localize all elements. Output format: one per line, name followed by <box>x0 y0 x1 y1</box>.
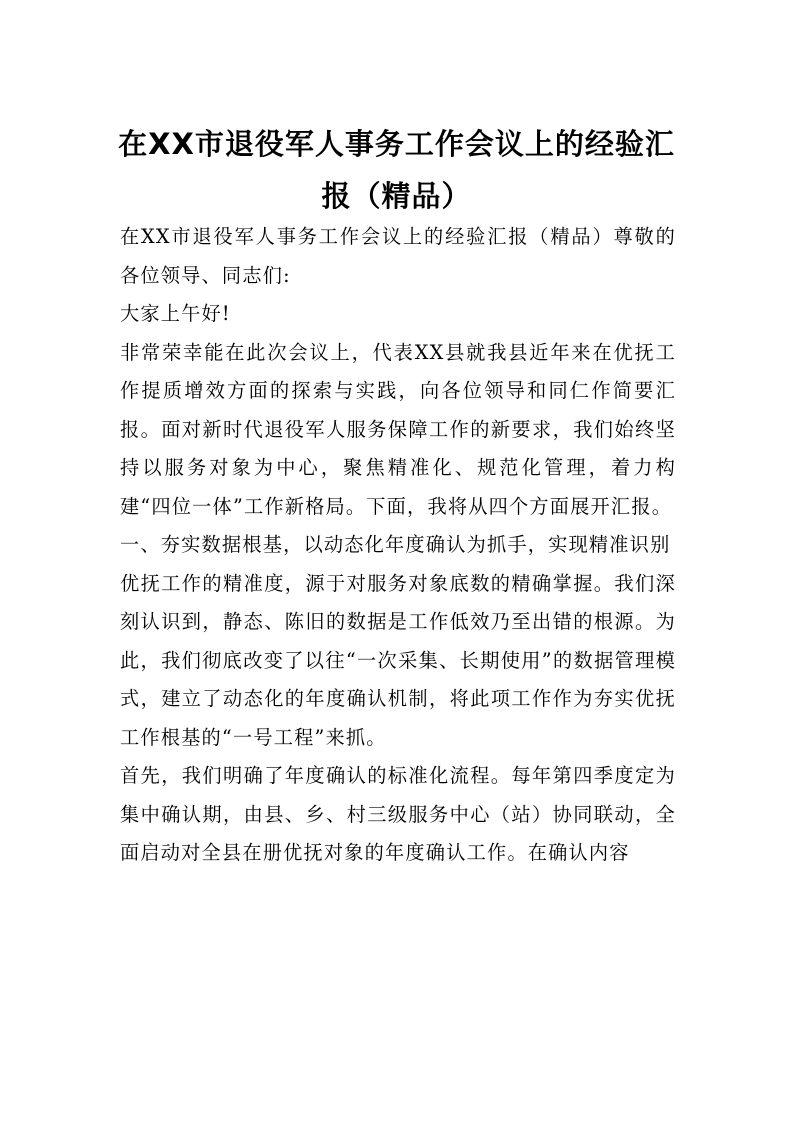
paragraph-greeting: 大家上午好! <box>120 302 231 325</box>
paragraph-annual-confirmation: 首先，我们明确了年度确认的标准化流程。每年第四季度定为集中确认期，由县、乡、村三级服务中心（站）协同联动，全面启动对全县在册优抚对象的年度确认工作。在确认内容 <box>120 764 676 864</box>
section-heading-1: 一、夯实数据根基，以动态化年度确认为抓手，实现精准识别 <box>120 533 671 556</box>
paragraph-section-1: 优抚工作的精准度，源于对服务对象底数的精确掌握。我们深刻认识到，静态、陈旧的数据是工作低效乃至出错的根源。为此，我们彻底改变了以往“一次采集、长期使用”的数据管理模式，建立了动态化的年度确认机制，将此项工作作为夯实优抚工作根基的“一号工程”来抓。 <box>120 571 676 749</box>
paragraph-opening: 非常荣幸能在此次会议上，代表XX县就我县近年来在优抚工作提质增效方面的探索与实践，向各位领导和同仁作简要汇报。面对新时代退役军人服务保障工作的新要求，我们始终坚持以服务对象为中心，聚焦精准化、规范化管理，着力构建“四位一体”工作新格局。下面，我将从四个方面展开汇报。 <box>120 340 676 518</box>
paragraph-intro: 在XX市退役军人事务工作会议上的经验汇报（精品）尊敬的各位领导、同志们: <box>120 225 676 287</box>
document-body <box>120 218 676 873</box>
document-title: 在XX市退役军人事务工作会议上的经验汇报（精品） <box>118 127 675 213</box>
